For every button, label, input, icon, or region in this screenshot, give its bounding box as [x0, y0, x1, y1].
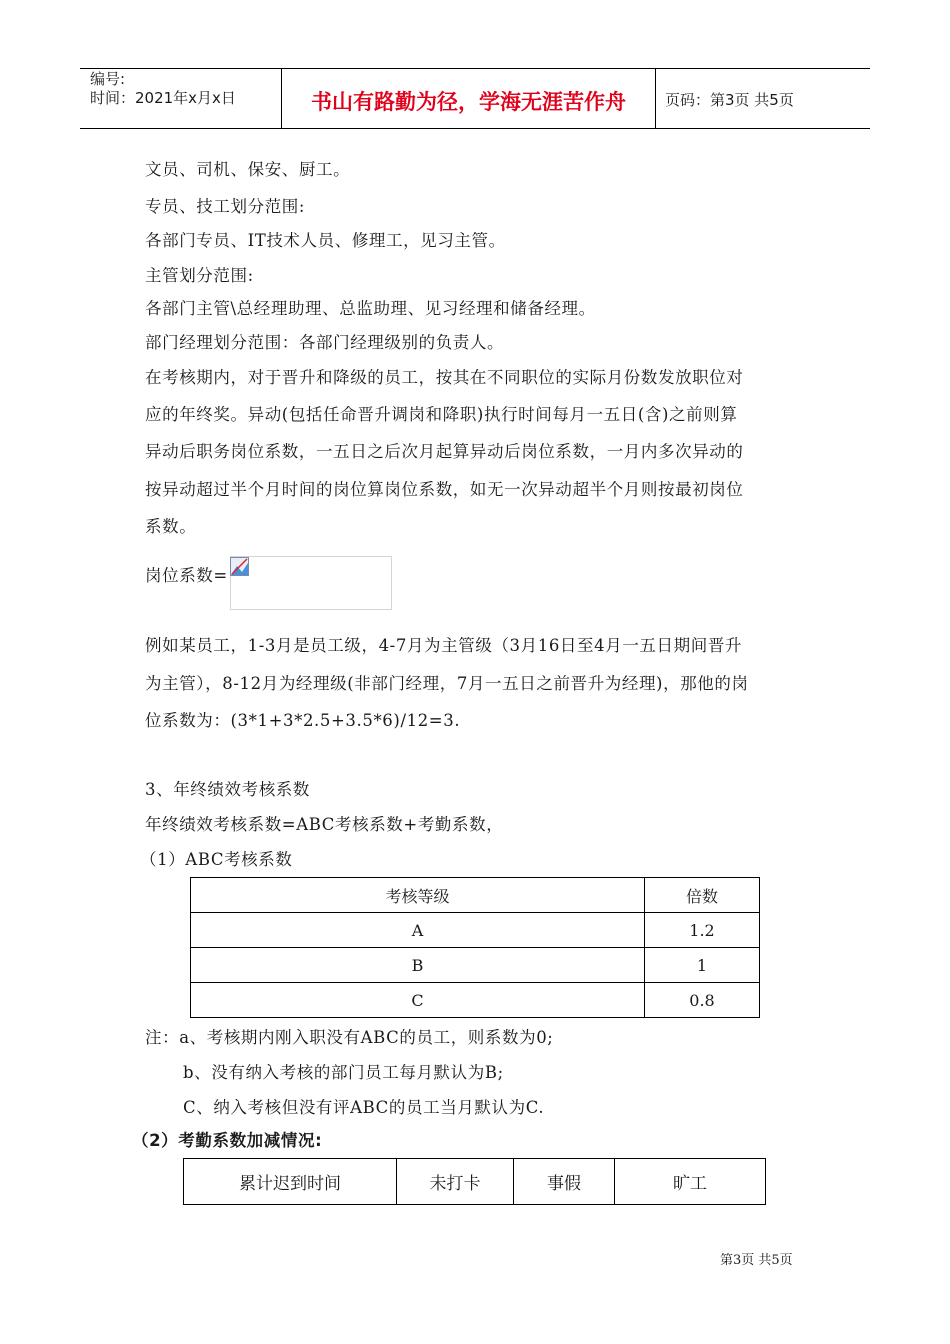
- body-line: 按异动超过半个月时间的岗位算岗位系数，如无一次异动超半个月则按最初岗位: [145, 480, 744, 499]
- section-title: 3、年终绩效考核系数: [145, 780, 310, 799]
- header-bottom-rule: [80, 128, 870, 129]
- header-page-number: 页码：第3页 共5页: [665, 91, 794, 109]
- header-meta: [90, 70, 236, 108]
- header-divider: [655, 68, 656, 129]
- table-header-cell: 倍数: [645, 878, 760, 913]
- table-cell: 1.2: [645, 913, 760, 948]
- broken-image-icon: [230, 557, 249, 576]
- table-header-cell: 旷工: [615, 1159, 766, 1205]
- body-line: 部门经理划分范围：各部门经理级别的负责人。: [145, 333, 505, 352]
- table-header-cell: 累计迟到时间: [184, 1159, 397, 1205]
- header-top-rule: [80, 68, 870, 69]
- formula-image-frame: [230, 556, 392, 610]
- body-line: 系数。: [145, 517, 197, 536]
- table-header-cell: 未打卡: [397, 1159, 514, 1205]
- coef-label: 岗位系数=: [145, 566, 228, 585]
- header-motto: 书山有路勤为径，学海无涯苦作舟: [311, 90, 626, 114]
- subsection-title: （1）ABC考核系数: [140, 850, 293, 869]
- table-cell: A: [191, 913, 645, 948]
- table-row: [191, 913, 760, 948]
- time-label: 时间：2021年x月x日: [90, 89, 236, 107]
- body-line: 主管划分范围:: [145, 266, 254, 285]
- abc-coefficient-table: [190, 877, 760, 1018]
- table-header-row: [184, 1159, 766, 1205]
- section-formula: 年终绩效考核系数=ABC考核系数+考勤系数，: [145, 815, 504, 834]
- body-line: 专员、技工划分范围:: [145, 197, 306, 216]
- note-line: 注：a、考核期内刚入职没有ABC的员工，则系数为0;: [145, 1028, 554, 1047]
- footer-page-number: 第3页 共5页: [720, 1253, 793, 1268]
- serial-label: 编号:: [90, 70, 126, 88]
- attendance-table: [183, 1158, 766, 1205]
- example-line: 为主管），8-12月为经理级(非部门经理，7月一五日之前晋升为经理)，那他的岗: [145, 674, 749, 693]
- subsection-title: （2）考勤系数加减情况:: [132, 1131, 323, 1150]
- table-cell: B: [191, 948, 645, 983]
- table-cell: 0.8: [645, 983, 760, 1018]
- body-line: 异动后职务岗位系数，一五日之后次月起算异动后岗位系数，一月内多次异动的: [145, 442, 744, 461]
- note-line: b、没有纳入考核的部门员工每月默认为B;: [183, 1063, 504, 1082]
- example-line: 位系数为：(3*1+3*2.5+3.5*6)/12=3.: [145, 711, 461, 730]
- example-line: 例如某员工，1-3月是员工级，4-7月为主管级（3月16日至4月一五日期间晋升: [145, 636, 743, 655]
- table-row: [191, 983, 760, 1018]
- body-line: 应的年终奖。异动(包括任命晋升调岗和降职)执行时间每月一五日(含)之前则算: [145, 405, 738, 424]
- table-header-cell: 考核等级: [191, 878, 645, 913]
- body-line: 各部门主管\总经理助理、总监助理、见习经理和储备经理。: [145, 299, 596, 318]
- table-cell: C: [191, 983, 645, 1018]
- table-header-cell: 事假: [514, 1159, 615, 1205]
- body-line: 各部门专员、IT技术人员、修理工，见习主管。: [145, 231, 506, 250]
- table-cell: 1: [645, 948, 760, 983]
- table-row: [191, 948, 760, 983]
- table-header-row: [191, 878, 760, 913]
- note-line: C、纳入考核但没有评ABC的员工当月默认为C.: [183, 1098, 545, 1117]
- body-line: 在考核期内，对于晋升和降级的员工，按其在不同职位的实际月份数发放职位对: [145, 368, 744, 387]
- body-line: 文员、司机、保安、厨工。: [145, 160, 351, 179]
